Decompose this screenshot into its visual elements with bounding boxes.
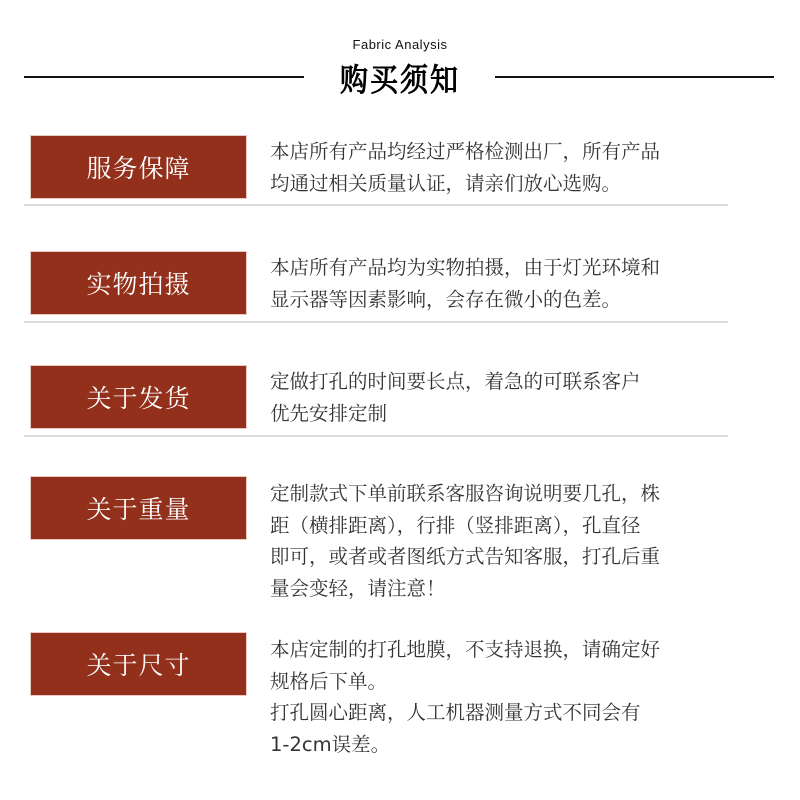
description-line: 距（横排距离），行排（竖排距离），孔直径 [270, 513, 641, 537]
description-line: 量会变轻，请注意！ [270, 576, 446, 600]
section-tag: 服务保障 [31, 136, 246, 198]
description-line: 显示器等因素影响，会存在微小的色差。 [270, 287, 622, 311]
section-description [270, 366, 740, 429]
section-description [270, 634, 740, 760]
description-line: 本店所有产品均为实物拍摄，由于灯光环境和 [270, 256, 661, 279]
section-separator [24, 435, 728, 437]
description-line: 本店定制的打孔地膜，不支持退换，请确定好 [270, 638, 661, 661]
section-separator [24, 321, 728, 323]
section-tag: 关于尺寸 [31, 633, 246, 695]
description-line: 均通过相关质量认证，请亲们放心选购。 [270, 171, 622, 195]
header-subtitle: Fabric Analysis [352, 37, 448, 52]
description-line: 即可，或者或者图纸方式告知客服，打孔后重 [270, 545, 661, 568]
description-line: 规格后下单。 [270, 669, 388, 693]
section-description [270, 136, 740, 199]
description-line: 本店所有产品均经过严格检测出厂，所有产品 [270, 140, 661, 163]
description-line: 打孔圆心距离，人工机器测量方式不同会有 [270, 701, 641, 724]
section-tag: 实物拍摄 [31, 252, 246, 314]
header-divider-right [495, 76, 774, 78]
description-line: 定做打孔的时间要长点，着急的可联系客户 [270, 370, 641, 393]
description-line: 定制款式下单前联系客服咨询说明要几孔，株 [270, 482, 661, 505]
section-description [270, 478, 740, 604]
page-title: 购买须知 [339, 61, 460, 99]
description-line: 优先安排定制 [270, 401, 388, 425]
section-tag: 关于重量 [31, 477, 246, 539]
description-line: 1-2cm误差。 [270, 732, 391, 756]
section-description [270, 252, 740, 315]
section-tag: 关于发货 [31, 366, 246, 428]
section-separator [24, 204, 728, 206]
